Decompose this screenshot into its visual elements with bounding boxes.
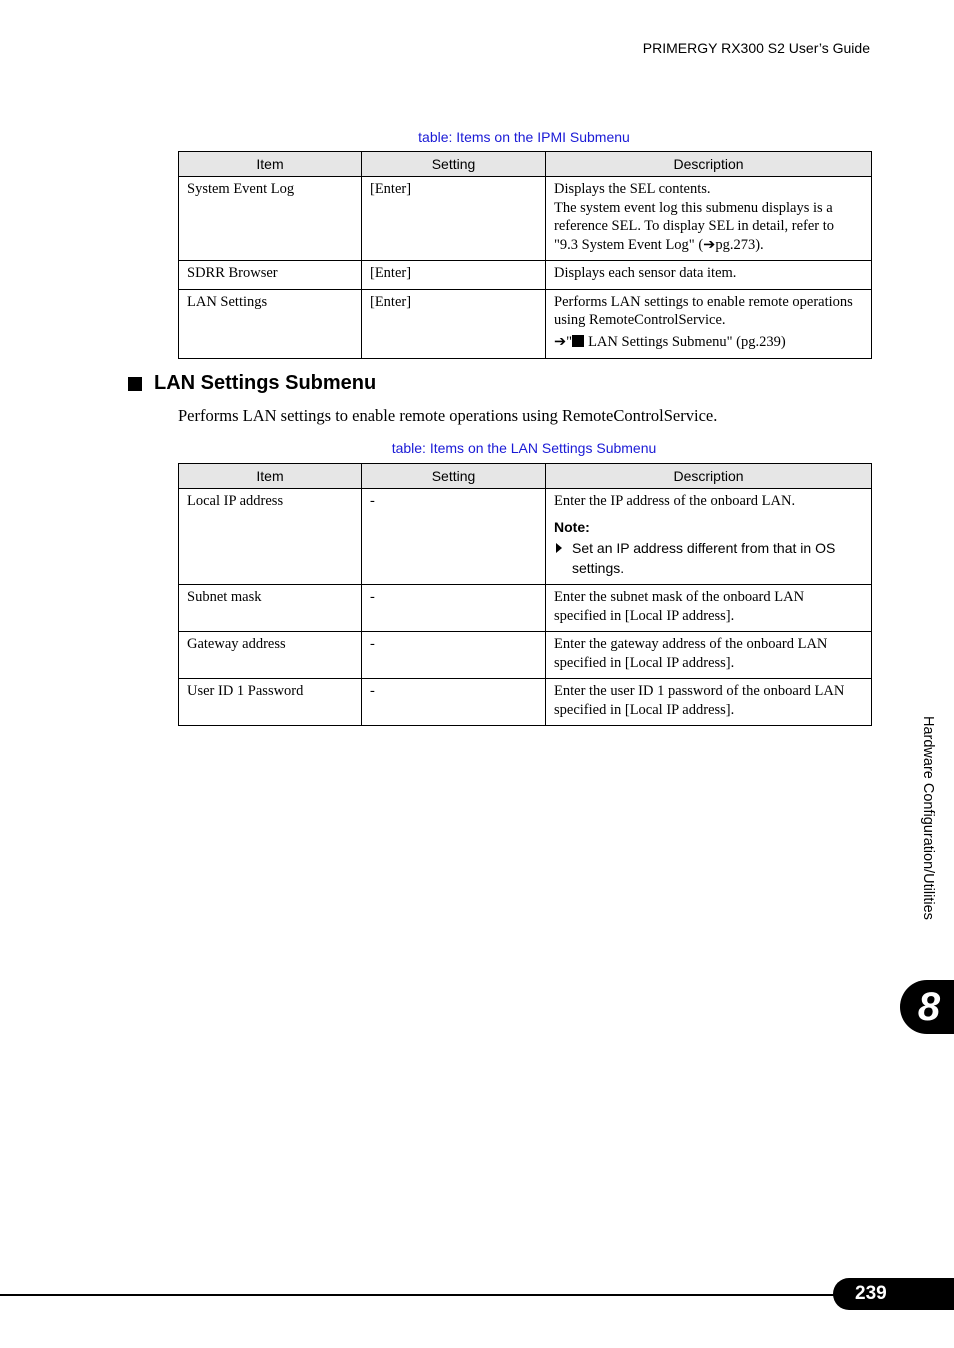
column-header-setting: Setting xyxy=(362,152,546,177)
setting-cell: [Enter] xyxy=(362,177,546,261)
page-number: 239 xyxy=(855,1283,887,1304)
description-line: Enter the subnet mask of the onboard LAN xyxy=(554,589,805,605)
description-line: reference SEL. To display SEL in detail, refer to xyxy=(554,218,835,234)
item-cell: LAN Settings xyxy=(179,289,362,358)
table-row xyxy=(179,289,872,358)
table-row xyxy=(179,489,872,585)
table-header-row xyxy=(179,152,872,177)
table-row xyxy=(179,261,872,290)
column-header-item: Item xyxy=(179,152,362,177)
chapter-tab[interactable] xyxy=(900,980,954,1034)
section-heading xyxy=(128,372,376,395)
lan-settings-table xyxy=(178,463,872,726)
page-number-tab xyxy=(833,1278,954,1310)
description-line: Displays the SEL contents. xyxy=(554,181,711,197)
table-row xyxy=(179,177,872,261)
description-line: specified in [Local IP address]. xyxy=(554,701,735,718)
description-line: The system event log this submenu displays is a xyxy=(554,199,833,216)
table-row xyxy=(179,679,872,726)
note-line: settings. xyxy=(572,560,625,576)
description-line: Displays each sensor data item. xyxy=(554,265,737,281)
description-line: specified in [Local IP address]. xyxy=(554,654,735,671)
column-header-description: Description xyxy=(546,464,872,489)
description-cell xyxy=(546,289,872,358)
table-row xyxy=(179,585,872,632)
description-line: Enter the IP address of the onboard LAN. xyxy=(554,493,796,509)
setting-cell: [Enter] xyxy=(362,289,546,358)
triangle-bullet-icon xyxy=(556,543,562,553)
square-bullet-icon xyxy=(572,335,584,347)
description-cell xyxy=(546,679,872,726)
column-header-description: Description xyxy=(546,152,872,177)
description-line: Enter the gateway address of the onboard LAN xyxy=(554,636,828,652)
description-cell xyxy=(546,261,872,290)
setting-cell: - xyxy=(362,632,546,679)
footer-rule xyxy=(0,1294,840,1296)
section-heading-text: LAN Settings Submenu xyxy=(154,372,377,394)
description-cell xyxy=(546,585,872,632)
column-header-item: Item xyxy=(179,464,362,489)
item-cell: System Event Log xyxy=(179,177,362,261)
description-cell xyxy=(546,177,872,261)
lan-table-caption: table: Items on the LAN Settings Submenu xyxy=(391,440,657,456)
column-header-setting: Setting xyxy=(362,464,546,489)
ipmi-table-caption: table: Items on the IPMI Submenu xyxy=(418,129,630,145)
note-item xyxy=(554,538,863,578)
setting-cell: - xyxy=(362,679,546,726)
note-text xyxy=(572,538,835,578)
item-cell: User ID 1 Password xyxy=(179,679,362,726)
description-line: "9.3 System Event Log" (➔pg.273). xyxy=(554,236,764,253)
item-cell: SDRR Browser xyxy=(179,261,362,290)
setting-cell: - xyxy=(362,585,546,632)
setting-cell: [Enter] xyxy=(362,261,546,290)
chapter-number: 8 xyxy=(917,985,941,1029)
setting-cell: - xyxy=(362,489,546,585)
item-cell: Local IP address xyxy=(179,489,362,585)
ipmi-submenu-table xyxy=(178,151,872,359)
cross-reference-link[interactable] xyxy=(554,333,863,352)
arrow-ref-prefix: ➔" xyxy=(554,333,573,350)
note-label: Note: xyxy=(554,518,590,535)
description-cell xyxy=(546,489,872,585)
description-cell xyxy=(546,632,872,679)
description-line: using RemoteControlService. xyxy=(554,312,726,328)
description-line: specified in [Local IP address]. xyxy=(554,607,735,624)
description-line: Performs LAN settings to enable remote operations xyxy=(554,293,853,310)
square-bullet-icon xyxy=(128,377,142,391)
description-line: Enter the user ID 1 password of the onboard LAN xyxy=(554,683,845,699)
table-row xyxy=(179,632,872,679)
running-header: PRIMERGY RX300 S2 User’s Guide xyxy=(642,40,870,56)
chapter-side-label: Hardware Configuration/Utilities xyxy=(920,716,936,920)
reference-text: LAN Settings Submenu" (pg.239) xyxy=(588,333,786,350)
section-intro-text: Performs LAN settings to enable remote operations using RemoteControlService. xyxy=(178,406,718,425)
note-line: Set an IP address different from that in OS xyxy=(572,540,836,556)
item-cell: Gateway address xyxy=(179,632,362,679)
table-header-row xyxy=(179,464,872,489)
item-cell: Subnet mask xyxy=(179,585,362,632)
